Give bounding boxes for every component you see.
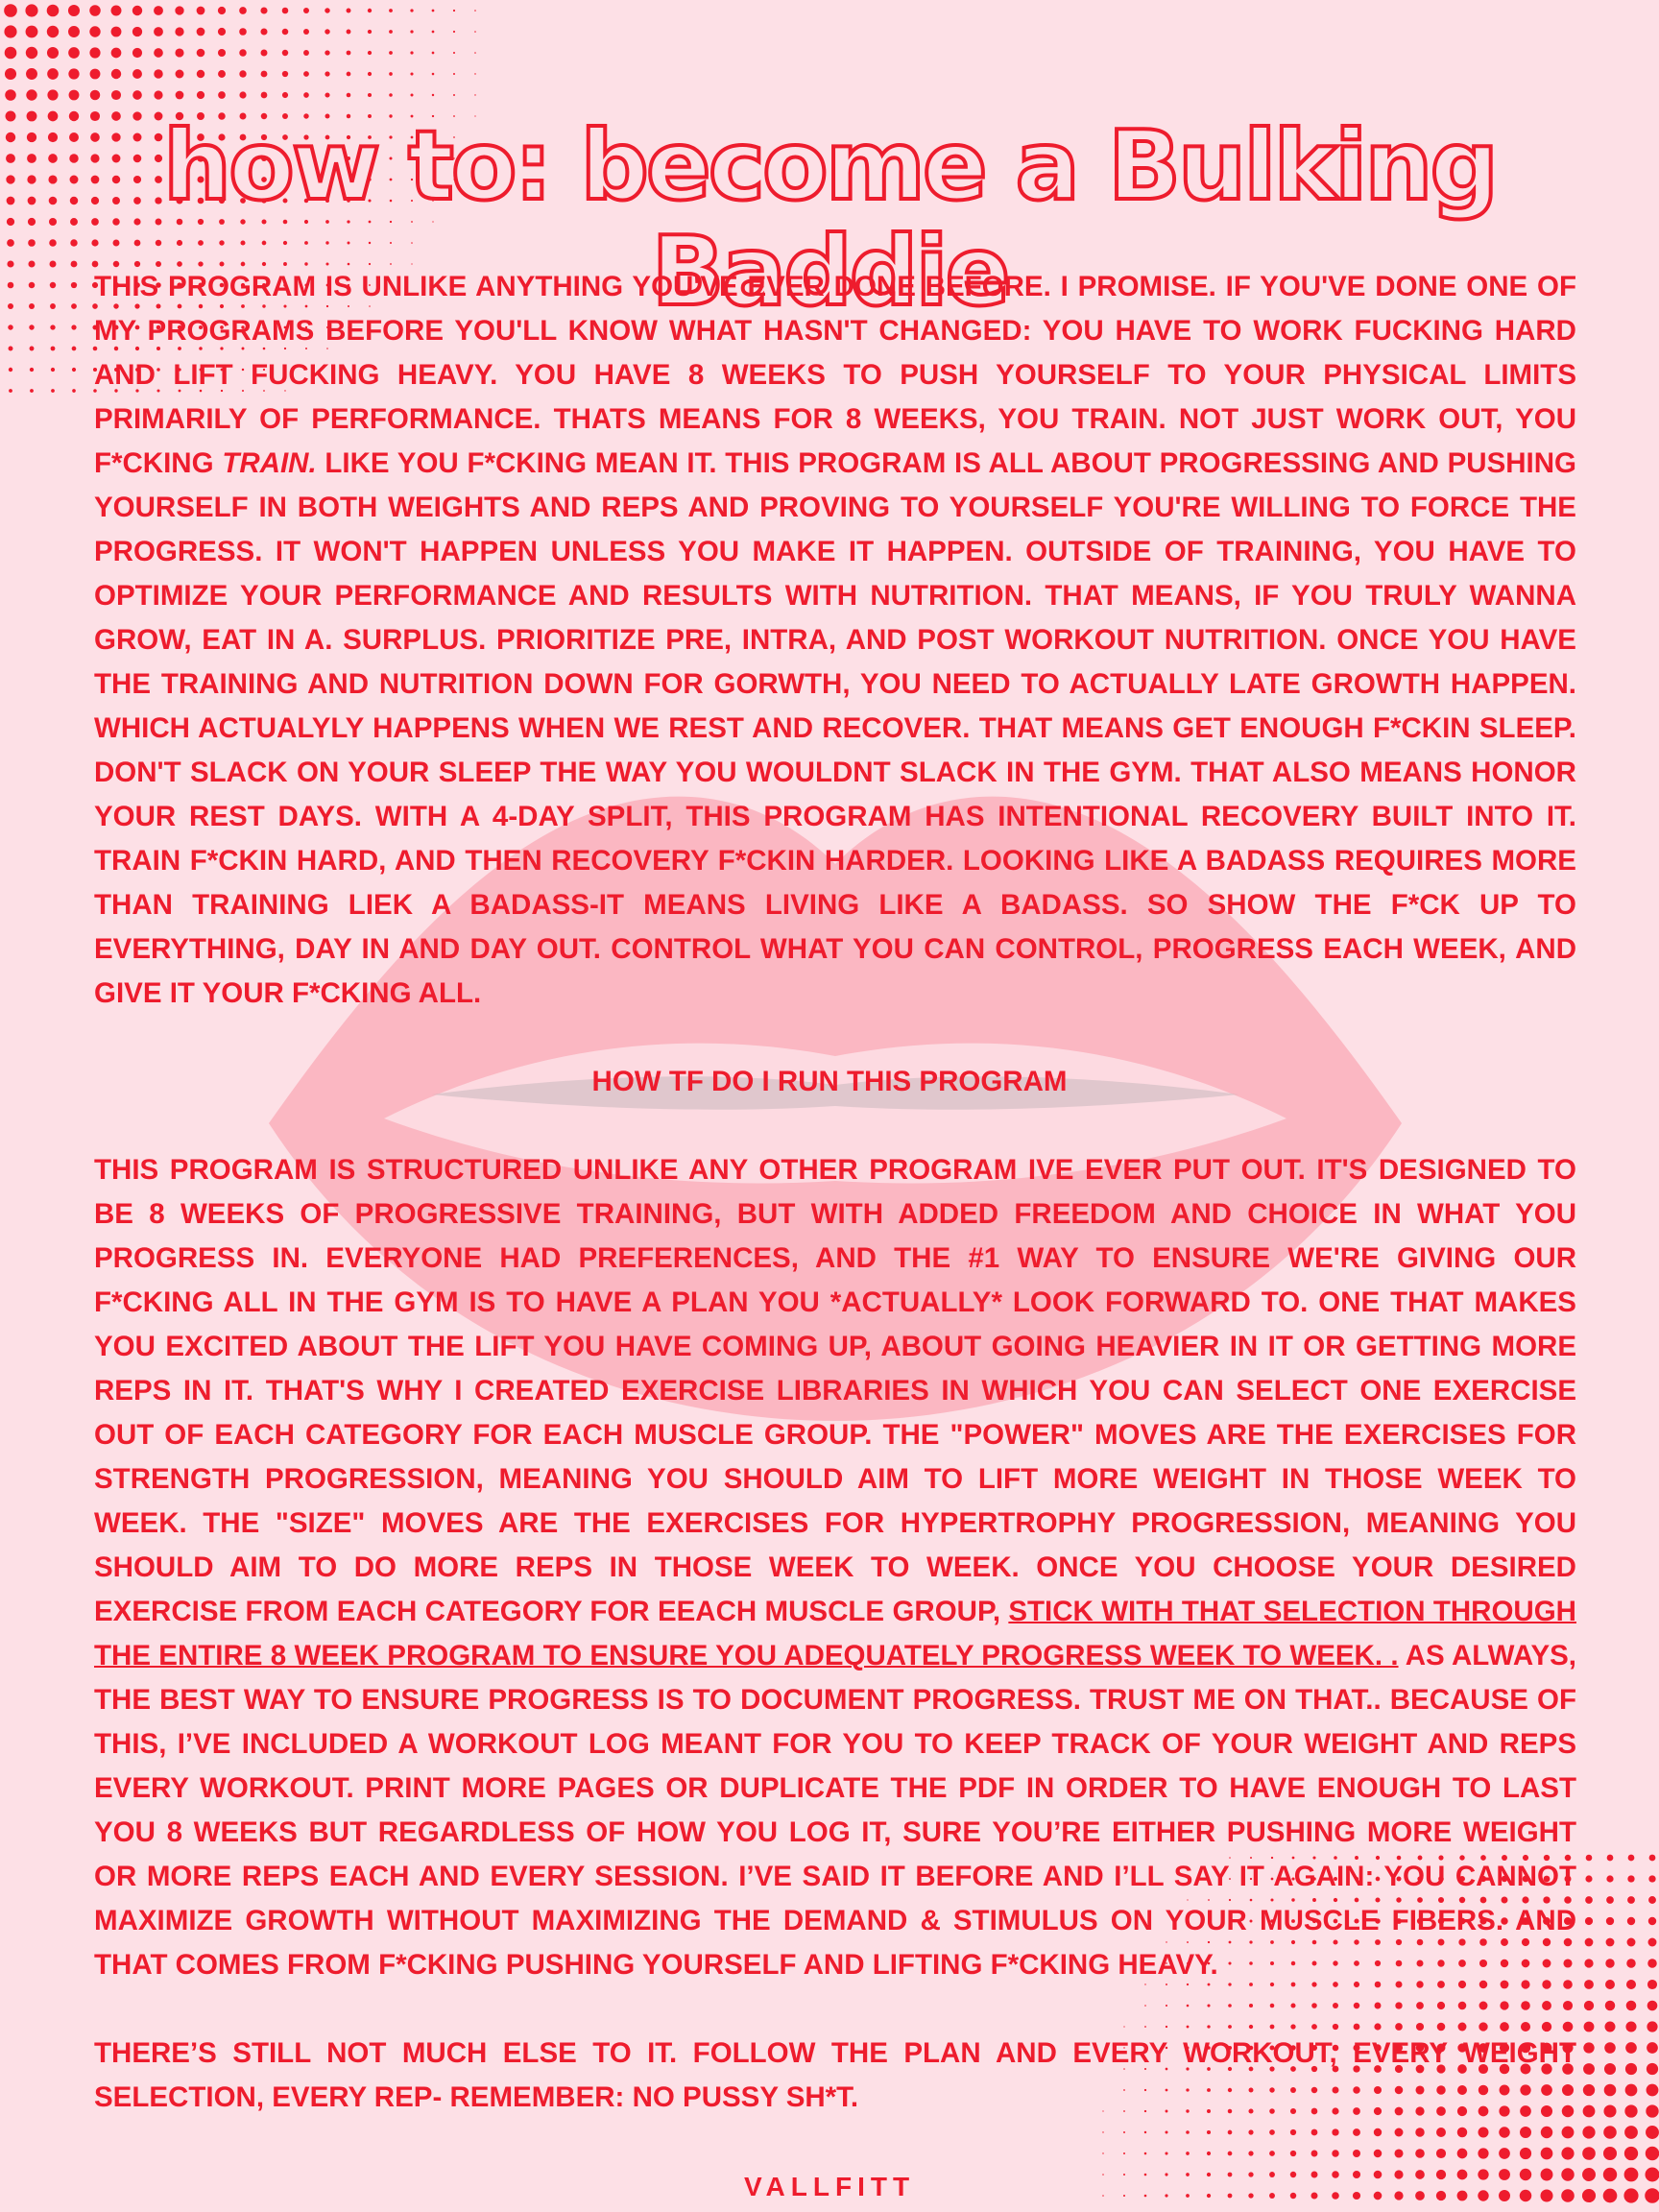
intro-emphasis: TRAIN. (222, 447, 317, 479)
intro-text-part2: LIKE YOU F*CKING MEAN IT. THIS PROGRAM IS ALL ABOUT PROGRESSING AND PUSHING YOURSELF IN BOTH WEIGHTS AND REPS AND PROVING TO YOURSELF YOU'RE WILLING TO FORCE THE PROGRESS. IT WON'T HAPPEN UNLESS YOU MAKE IT HAPPEN. OUTSIDE OF TRAINING, YOU HAVE TO OPTIMIZE YOUR PERFORMANCE AND RESULTS WITH NUTRITION. THAT MEANS, IF YOU TRULY WANNA GROW, EAT IN A. SURPLUS. PRIORITIZE PRE, INTRA, AND POST WORKOUT NUTRITION. ONCE YOU HAVE THE TRAINING AND NUTRITION DOWN FOR GORWTH, YOU NEED TO ACTUALLY LATE GROWTH HAPPEN. WHICH ACTUALYLY HAPPENS WHEN WE REST AND RECOVER. THAT MEANS GET ENOUGH F*CKIN SLEEP. DON'T SLACK ON YOUR SLEEP THE WAY YOU WOULDNT SLACK IN THE GYM. THAT ALSO MEANS HONOR YOUR REST DAYS. WITH A 4-DAY SPLIT, THIS PROGRAM HAS INTENTIONAL RECOVERY BUILT INTO IT. TRAIN F*CKIN HARD, AND THEN RECOVERY F*CKIN HARDER. LOOKING LIKE A BADASS REQUIRES MORE THAN TRAINING LIEK A BADASS-IT MEANS LIVING LIKE A BADASS. SO SHOW THE F*CK UP TO EVERYTHING, DAY IN AND DAY OUT. CONTROL WHAT YOU CAN CONTROL, PROGRESS EACH WEEK, AND GIVE IT YOUR F*CKING ALL. (94, 447, 1576, 1009)
section-heading: HOW TF DO I RUN THIS PROGRAM (591, 1066, 1068, 1097)
program-paragraph (94, 1148, 1576, 1987)
closing-paragraph: THERE’S STILL NOT MUCH ELSE TO IT. FOLLOW THE PLAN AND EVERY WORKOUT, EVERY WEIGHT SELECTION, EVERY REP- REMEMBER: NO PUSSY SH*T. (94, 2037, 1576, 2113)
intro-paragraph (94, 265, 1576, 1016)
intro-text-part1: THIS PROGRAM IS UNLIKE ANYTHING YOU'VE EVER DONE BEFORE. I PROMISE. IF YOU'VE DONE ONE OF MY PROGRAMS BEFORE YOU'LL KNOW WHAT HASN'T CHANGED: YOU HAVE TO WORK FUCKING HARD AND LIFT FUCKING HEAVY. YOU HAVE 8 WEEKS TO PUSH YOURSELF TO YOUR PHYSICAL LIMITS PRIMARILY OF PERFORMANCE. THATS MEANS FOR 8 WEEKS, YOU TRAIN. NOT JUST WORK OUT, YOU F*CKING (94, 271, 1576, 479)
page-title: how to: become a Bulking Baddie (162, 109, 1497, 327)
footer-brand: VALLFITT (743, 2172, 916, 2201)
program-text-part1: THIS PROGRAM IS STRUCTURED UNLIKE ANY OTHER PROGRAM IVE EVER PUT OUT. IT'S DESIGNED TO BE 8 WEEKS OF PROGRESSIVE TRAINING, BUT WITH ADDED FREEDOM AND CHOICE IN WHAT YOU PROGRESS IN. EVERYONE HAD PREFERENCES, AND THE #1 WAY TO ENSURE WE'RE GIVING OUR F*CKING ALL IN THE GYM IS TO HAVE A PLAN YOU *ACTUALLY* LOOK FORWARD TO. ONE THAT MAKES YOU EXCITED ABOUT THE LIFT YOU HAVE COMING UP, ABOUT GOING HEAVIER IN IT OR GETTING MORE REPS IN IT. THAT'S WHY I CREATED EXERCISE LIBRARIES IN WHICH YOU CAN SELECT ONE EXERCISE OUT OF EACH CATEGORY FOR EACH MUSCLE GROUP. THE "POWER" MOVES ARE THE EXERCISES FOR STRENGTH PROGRESSION, MEANING YOU SHOULD AIM TO LIFT MORE WEIGHT IN THOSE WEEK TO WEEK. THE "SIZE" MOVES ARE THE EXERCISES FOR HYPERTROPHY PROGRESSION, MEANING YOU SHOULD AIM TO DO MORE REPS IN THOSE WEEK TO WEEK. ONCE YOU CHOOSE YOUR DESIRED EXERCISE FROM EACH CATEGORY FOR EEACH MUSCLE GROUP, (94, 1154, 1576, 1627)
program-underlined-text: STICK WITH THAT SELECTION THROUGH THE ENTIRE 8 WEEK PROGRAM TO ENSURE YOU ADEQUATELY PROGRESS WEEK TO WEEK. . (94, 1596, 1576, 1671)
program-text-part2: AS ALWAYS, THE BEST WAY TO ENSURE PROGRESS IS TO DOCUMENT PROGRESS. TRUST ME ON THAT.. BECAUSE OF THIS, I’VE INCLUDED A WORKOUT LOG MEANT FOR YOU TO KEEP TRACK OF YOUR WEIGHT AND REPS EVERY WORKOUT. PRINT MORE PAGES OR DUPLICATE THE PDF IN ORDER TO HAVE ENOUGH TO LAST YOU 8 WEEKS BUT REGARDLESS OF HOW YOU LOG IT, SURE YOU’RE EITHER PUSHING MORE WEIGHT OR MORE REPS EACH AND EVERY SESSION. I’VE SAID IT BEFORE AND I’LL SAY IT AGAIN: YOU CANNOT MAXIMIZE GROWTH WITHOUT MAXIMIZING THE DEMAND & STIMULUS ON YOUR MUSCLE FIBERS. AND THAT COMES FROM F*CKING PUSHING YOURSELF AND LIFTING F*CKING HEAVY. (94, 1640, 1576, 1981)
